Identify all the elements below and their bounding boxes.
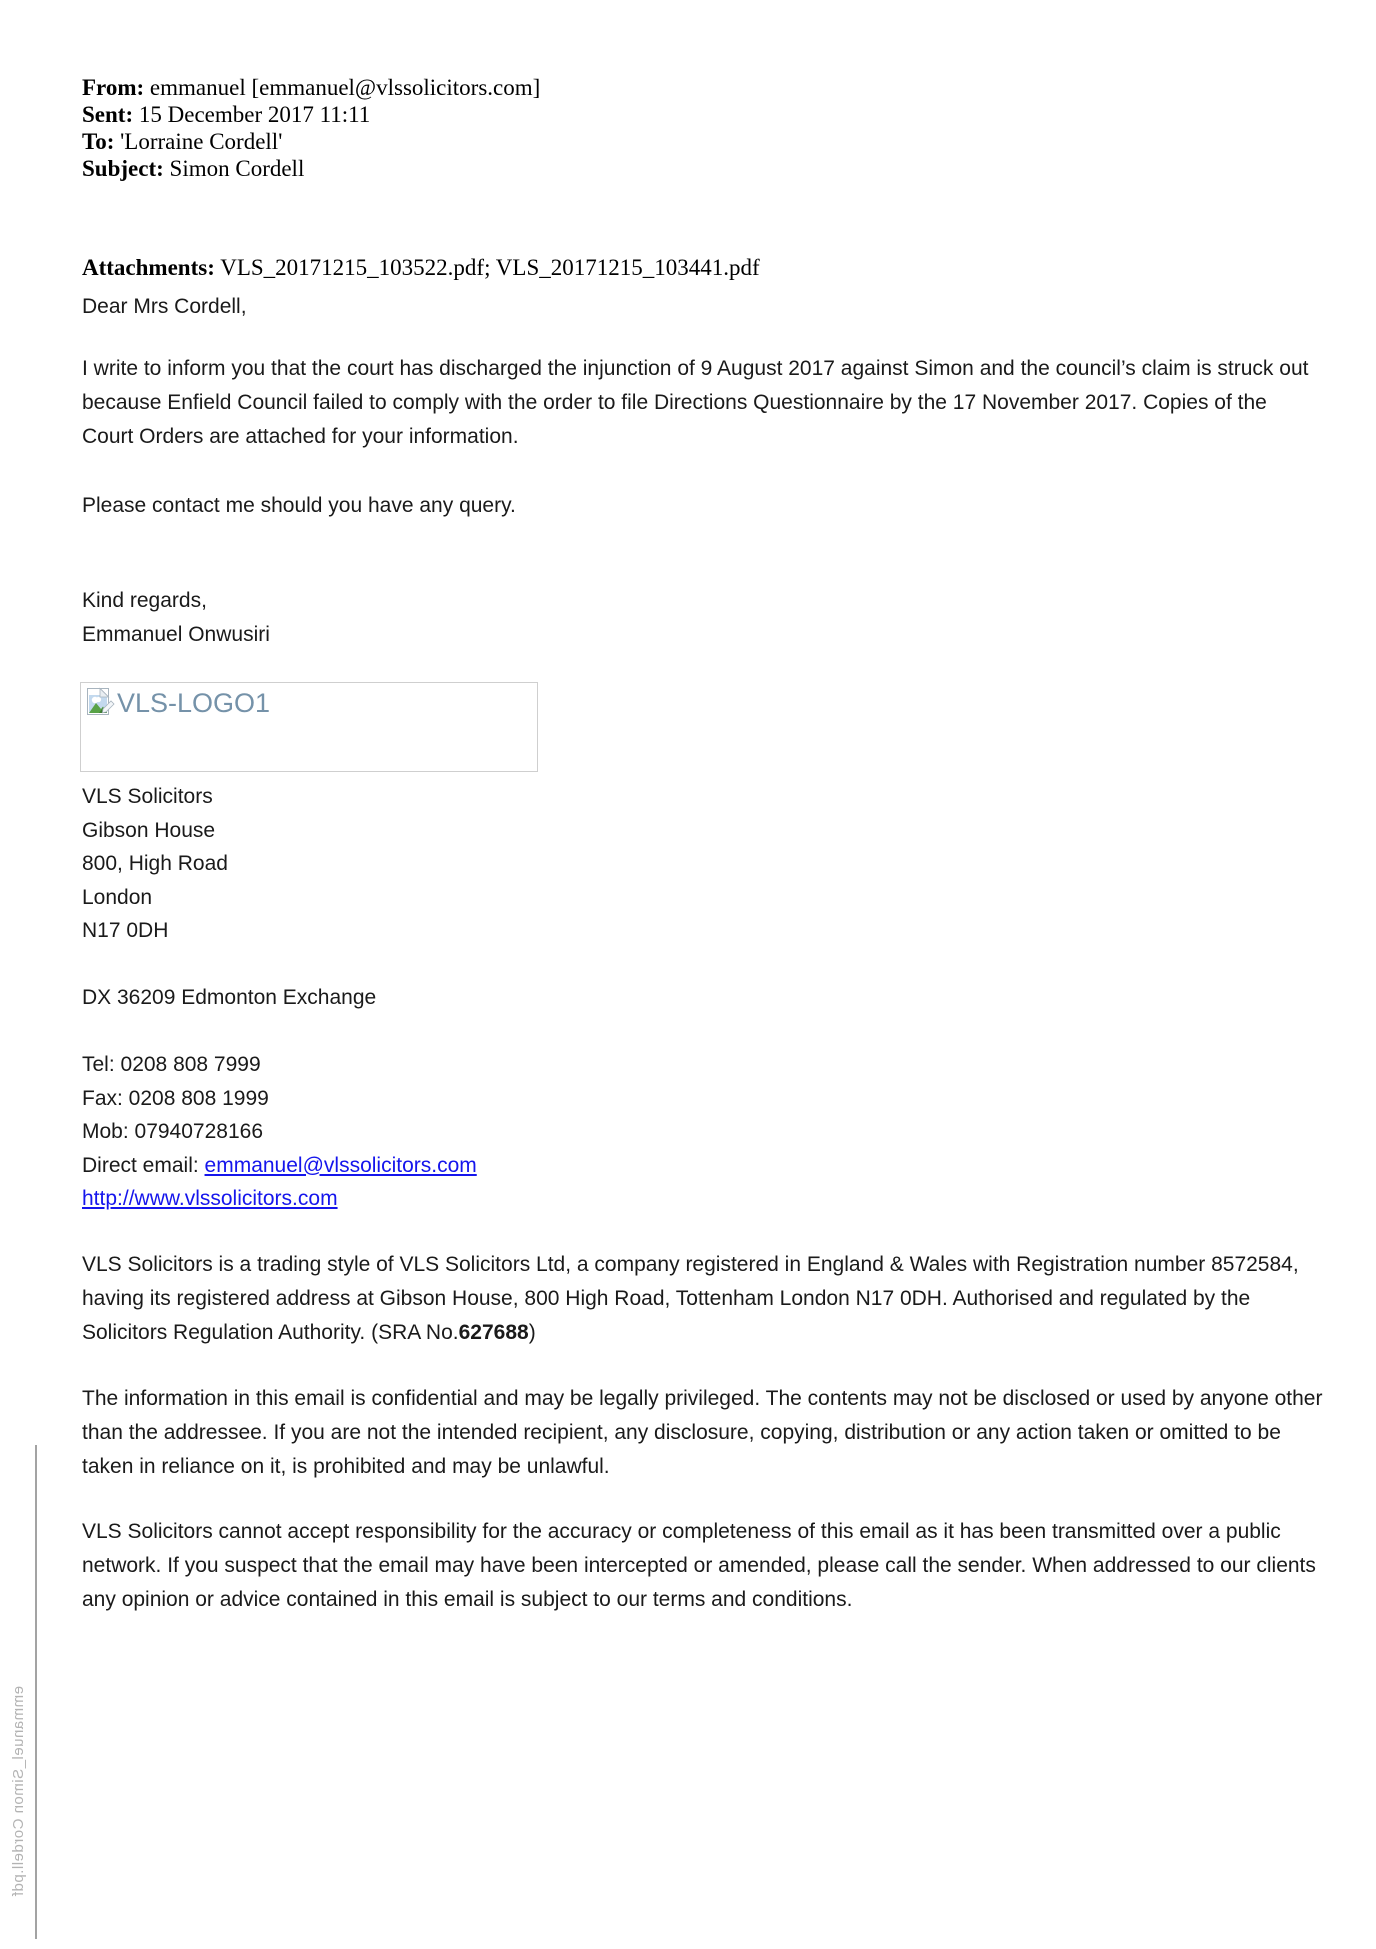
direct-email-link[interactable]: emmanuel@vlssolicitors.com	[204, 1153, 477, 1177]
mob-line: Mob: 07940728166	[82, 1120, 263, 1143]
confidentiality-paragraph: The information in this email is confidential and may be legally privileged. The contents may not be disclosed or used by anyone other than the addressee. If you are not the intended recipient, any disclosure, copying, distribution or any action taken or omitted to be taken in reliance on it, is prohibited and may be unlawful.	[82, 1387, 1323, 1478]
sent-label: Sent:	[82, 102, 134, 127]
fax-line: Fax: 0208 808 1999	[82, 1086, 269, 1110]
to-label: To:	[82, 129, 115, 154]
header-from-line	[82, 74, 540, 101]
subject-label: Subject:	[82, 156, 164, 181]
body-paragraph-1: I write to inform you that the court has discharged the injunction of 9 August 2017 against Simon and the council’s claim is struck out because Enfield Council failed to comply with the order to file Directions Questionnaire by the 17 November 2017. Copies of the Court Orders are attached for your information.	[82, 357, 1309, 448]
dx-exchange-line: DX 36209 Edmonton Exchange	[82, 986, 377, 1009]
from-value: emmanuel [emmanuel@vlssolicitors.com]	[149, 75, 541, 100]
header-sent-line	[82, 101, 540, 128]
scan-fold-line	[35, 1445, 37, 1939]
direct-email-label: Direct email:	[82, 1153, 205, 1177]
logo-alt-text: VLS-LOGO1	[117, 688, 271, 718]
signoff-sender-name: Emmanuel Onwusiri	[82, 623, 270, 646]
address-line: N17 0DH	[82, 919, 169, 942]
registration-text: VLS Solicitors is a trading style of VLS Solicitors Ltd, a company registered in England & Wales with Registration number 8572584, having its registered address at Gibson House, 800 High Road, Tottenham London N17 0DH. Authorised and regulated by the Solicitors Regulation Authority. (SRA No.	[82, 1253, 1299, 1344]
website-link[interactable]: http://www.vlssolicitors.com	[82, 1187, 338, 1210]
salutation: Dear Mrs Cordell,	[82, 295, 247, 318]
sra-number: 627688	[458, 1321, 529, 1344]
firm-address-block	[82, 780, 228, 948]
body-paragraph-2: Please contact me should you have any query.	[82, 494, 516, 517]
attachments-value: VLS_20171215_103522.pdf; VLS_20171215_103441.pdf	[220, 255, 760, 280]
address-line: 800, High Road	[82, 852, 228, 875]
broken-image-icon	[86, 687, 116, 721]
firm-name: VLS Solicitors	[82, 785, 213, 808]
address-line: London	[82, 885, 153, 909]
logo-placeholder-box	[80, 682, 538, 772]
address-line: Gibson House	[82, 818, 216, 842]
email-header	[82, 74, 540, 182]
website-line	[82, 1182, 477, 1216]
bleed-through-filename	[6, 1686, 32, 1916]
attachments-label: Attachments:	[82, 255, 215, 280]
signoff-block	[82, 584, 270, 652]
registration-paragraph	[82, 1248, 1322, 1350]
tel-line: Tel: 0208 808 7999	[82, 1053, 261, 1076]
subject-value: Simon Cordell	[169, 156, 305, 181]
responsibility-paragraph: VLS Solicitors cannot accept responsibility for the accuracy or completeness of this email as it has been transmitted over a public network. If you suspect that the email may have been intercepted or amended, please call the sender. When addressed to our clients any opinion or advice contained in this email is subject to our terms and conditions.	[82, 1520, 1316, 1611]
from-label: From:	[82, 75, 145, 100]
bleed-through-filename-text: emmanuel_Simon Cordell.pdf	[10, 1686, 27, 1897]
attachments-line	[82, 254, 760, 282]
signoff-regards: Kind regards,	[82, 589, 207, 612]
contact-block	[82, 1048, 477, 1216]
header-subject-line	[82, 155, 540, 182]
to-value: 'Lorraine Cordell'	[120, 129, 283, 154]
direct-email-line	[82, 1149, 477, 1183]
sent-value: 15 December 2017 11:11	[138, 102, 371, 127]
header-to-line	[82, 128, 540, 155]
registration-close: )	[528, 1321, 536, 1344]
